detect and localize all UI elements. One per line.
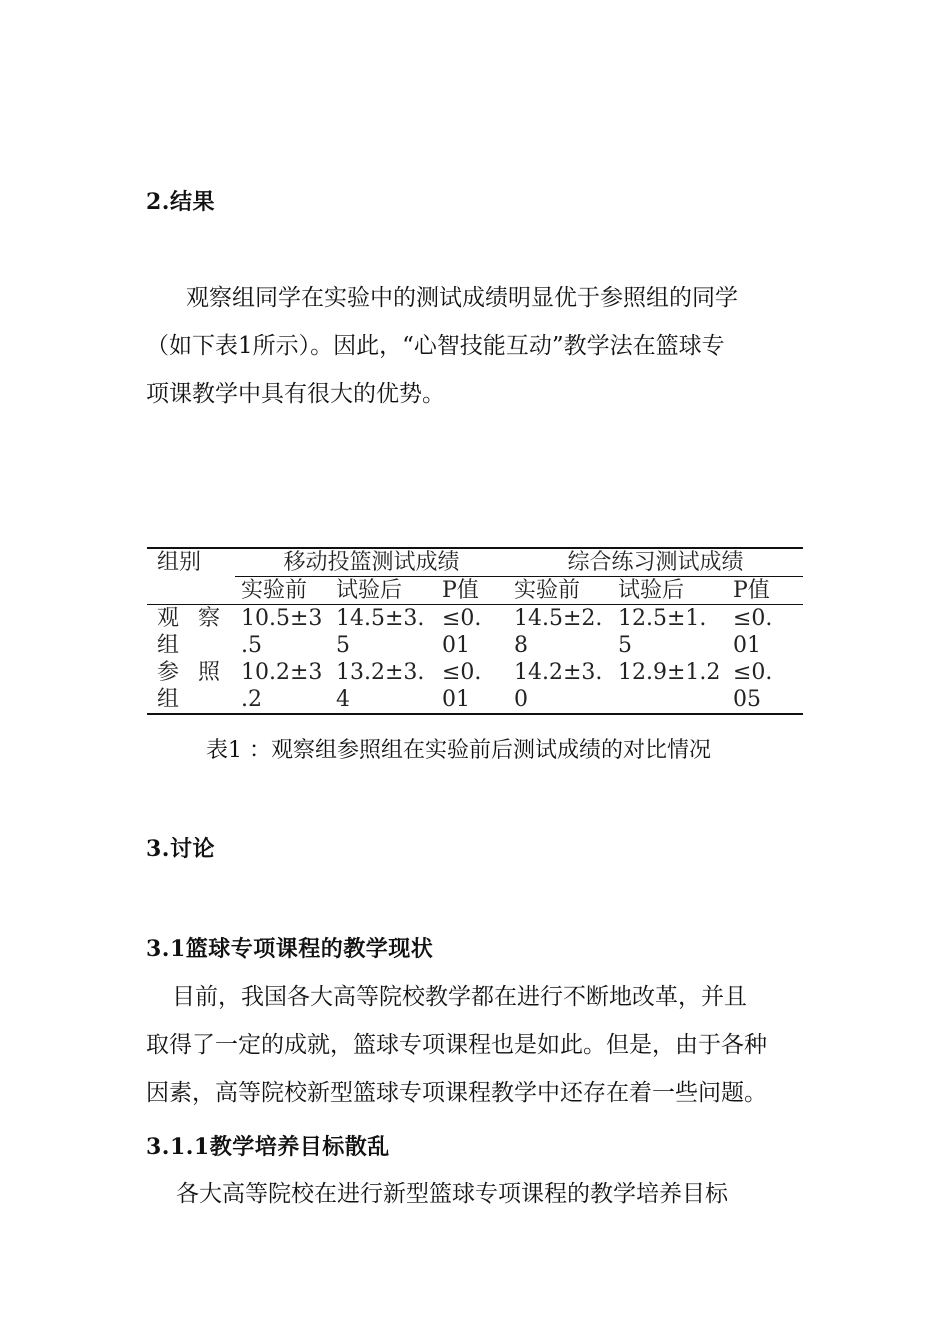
results-table (147, 547, 803, 715)
sub-header: P值 (727, 577, 803, 605)
table-cell: 12.9±1.2 (612, 659, 727, 714)
table-cell: 13.2±3. 4 (330, 659, 436, 714)
table-cell: ≤0. 01 (436, 605, 508, 660)
blank-cell (147, 577, 235, 605)
paragraph-line: 观察组同学在实验中的测试成绩明显优于参照组的同学 (186, 285, 738, 311)
table-cell: 14.5±3. 5 (330, 605, 436, 660)
sub-header: 试验后 (612, 577, 727, 605)
table-cell: ≤0. 01 (436, 659, 508, 714)
table-cell: 14.5±2. 8 (508, 605, 612, 660)
table-caption: 表1 ：观察组参照组在实验前后测试成绩的对比情况 (206, 738, 711, 763)
table-cell: 12.5±1. 5 (612, 605, 727, 660)
sub-header: 实验前 (508, 577, 612, 605)
sub-header: 实验前 (235, 577, 330, 605)
results-paragraph (146, 274, 811, 418)
row-group-label: 参 照 组 (147, 659, 235, 714)
group-header: 组别 (147, 548, 235, 577)
paragraph-line: 因素，高等院校新型篮球专项课程教学中还存在着一些问题。 (146, 1080, 767, 1106)
col-group-comprehensive: 综合练习测试成绩 (508, 548, 803, 577)
table-cell: 14.2±3. 0 (508, 659, 612, 714)
paragraph-line: 取得了一定的成就，篮球专项课程也是如此。但是，由于各种 (146, 1032, 767, 1058)
row-group-label: 观 察 组 (147, 605, 235, 660)
paragraph-line: 目前，我国各大高等院校教学都在进行不断地改革，并且 (172, 984, 747, 1010)
paragraph-line: 各大高等院校在进行新型篮球专项课程的教学培养目标 (176, 1181, 728, 1207)
table-row (147, 659, 803, 714)
subsection-heading-status: 3.1篮球专项课程的教学现状 (146, 936, 434, 962)
sub-header: 试验后 (330, 577, 436, 605)
col-group-shooting: 移动投篮测试成绩 (235, 548, 508, 577)
section-heading-results: 2.结果 (146, 189, 215, 215)
subsection-heading-goals: 3.1.1教学培养目标散乱 (146, 1134, 390, 1160)
sub-header: P值 (436, 577, 508, 605)
paragraph-line: 项课教学中具有很大的优势。 (146, 381, 445, 407)
paragraph-line: （如下表1所示）。因此，“心智技能互动”教学法在篮球专 (146, 333, 725, 359)
section-heading-discussion: 3.讨论 (146, 836, 215, 862)
status-paragraph (146, 973, 826, 1117)
table-cell: ≤0. 01 (727, 605, 803, 660)
table-cell: ≤0. 05 (727, 659, 803, 714)
table-cell: 10.2±3 .2 (235, 659, 330, 714)
table-cell: 10.5±3 .5 (235, 605, 330, 660)
goals-paragraph (146, 1170, 811, 1218)
table-row (147, 605, 803, 660)
